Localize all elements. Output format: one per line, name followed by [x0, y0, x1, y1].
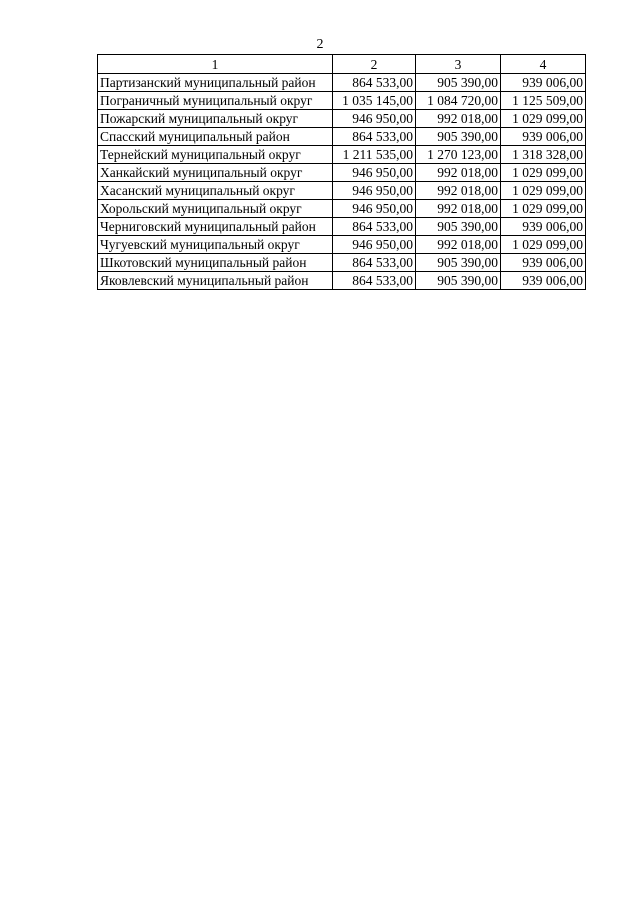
amount-cell-c2: 1 211 535,00	[333, 146, 416, 164]
municipality-name-cell: Хорольский муниципальный округ	[98, 200, 333, 218]
amount-cell-c4: 939 006,00	[501, 272, 586, 290]
municipality-name-cell: Спасский муниципальный район	[98, 128, 333, 146]
table-row	[98, 272, 586, 290]
amount-cell-c3: 1 084 720,00	[416, 92, 501, 110]
amount-cell-c4: 1 029 099,00	[501, 182, 586, 200]
amount-cell-c4: 1 029 099,00	[501, 236, 586, 254]
column-header: 2	[333, 55, 416, 74]
table-header-row	[98, 55, 586, 74]
municipality-name-cell: Партизанский муниципальный район	[98, 74, 333, 92]
table-row	[98, 182, 586, 200]
amount-cell-c2: 1 035 145,00	[333, 92, 416, 110]
municipality-name-cell: Хасанский муниципальный округ	[98, 182, 333, 200]
municipality-name-cell: Чугуевский муниципальный округ	[98, 236, 333, 254]
page-number: 2	[316, 37, 324, 52]
amount-cell-c3: 992 018,00	[416, 110, 501, 128]
amount-cell-c3: 905 390,00	[416, 272, 501, 290]
amount-cell-c4: 1 029 099,00	[501, 110, 586, 128]
amount-cell-c3: 905 390,00	[416, 74, 501, 92]
table-row	[98, 146, 586, 164]
column-header: 4	[501, 55, 586, 74]
amount-cell-c4: 939 006,00	[501, 128, 586, 146]
municipality-name-cell: Тернейский муниципальный округ	[98, 146, 333, 164]
amount-cell-c2: 946 950,00	[333, 236, 416, 254]
table-row	[98, 128, 586, 146]
municipality-name-cell: Черниговский муниципальный район	[98, 218, 333, 236]
amount-cell-c4: 939 006,00	[501, 218, 586, 236]
table-row	[98, 200, 586, 218]
data-table	[97, 54, 586, 290]
amount-cell-c2: 864 533,00	[333, 128, 416, 146]
amount-cell-c3: 992 018,00	[416, 200, 501, 218]
amount-cell-c4: 1 029 099,00	[501, 164, 586, 182]
table-row	[98, 254, 586, 272]
amount-cell-c3: 992 018,00	[416, 164, 501, 182]
amount-cell-c3: 905 390,00	[416, 218, 501, 236]
table-row	[98, 236, 586, 254]
amount-cell-c2: 946 950,00	[333, 164, 416, 182]
table-body	[98, 74, 586, 290]
amount-cell-c3: 1 270 123,00	[416, 146, 501, 164]
amount-cell-c2: 946 950,00	[333, 200, 416, 218]
amount-cell-c4: 1 125 509,00	[501, 92, 586, 110]
amount-cell-c4: 939 006,00	[501, 74, 586, 92]
amount-cell-c3: 992 018,00	[416, 182, 501, 200]
amount-cell-c2: 946 950,00	[333, 110, 416, 128]
table-row	[98, 92, 586, 110]
table-row	[98, 164, 586, 182]
amount-cell-c4: 1 029 099,00	[501, 200, 586, 218]
amount-cell-c2: 946 950,00	[333, 182, 416, 200]
column-header: 3	[416, 55, 501, 74]
amount-cell-c3: 992 018,00	[416, 236, 501, 254]
table-row	[98, 74, 586, 92]
amount-cell-c4: 1 318 328,00	[501, 146, 586, 164]
amount-cell-c2: 864 533,00	[333, 218, 416, 236]
municipality-name-cell: Пожарский муниципальный округ	[98, 110, 333, 128]
municipality-name-cell: Яковлевский муниципальный район	[98, 272, 333, 290]
municipality-name-cell: Шкотовский муниципальный район	[98, 254, 333, 272]
amount-cell-c2: 864 533,00	[333, 272, 416, 290]
municipality-name-cell: Ханкайский муниципальный округ	[98, 164, 333, 182]
column-header: 1	[98, 55, 333, 74]
amount-cell-c4: 939 006,00	[501, 254, 586, 272]
table-row	[98, 218, 586, 236]
amount-cell-c3: 905 390,00	[416, 128, 501, 146]
amount-cell-c2: 864 533,00	[333, 74, 416, 92]
amount-cell-c2: 864 533,00	[333, 254, 416, 272]
municipality-name-cell: Пограничный муниципальный округ	[98, 92, 333, 110]
table-row	[98, 110, 586, 128]
amount-cell-c3: 905 390,00	[416, 254, 501, 272]
